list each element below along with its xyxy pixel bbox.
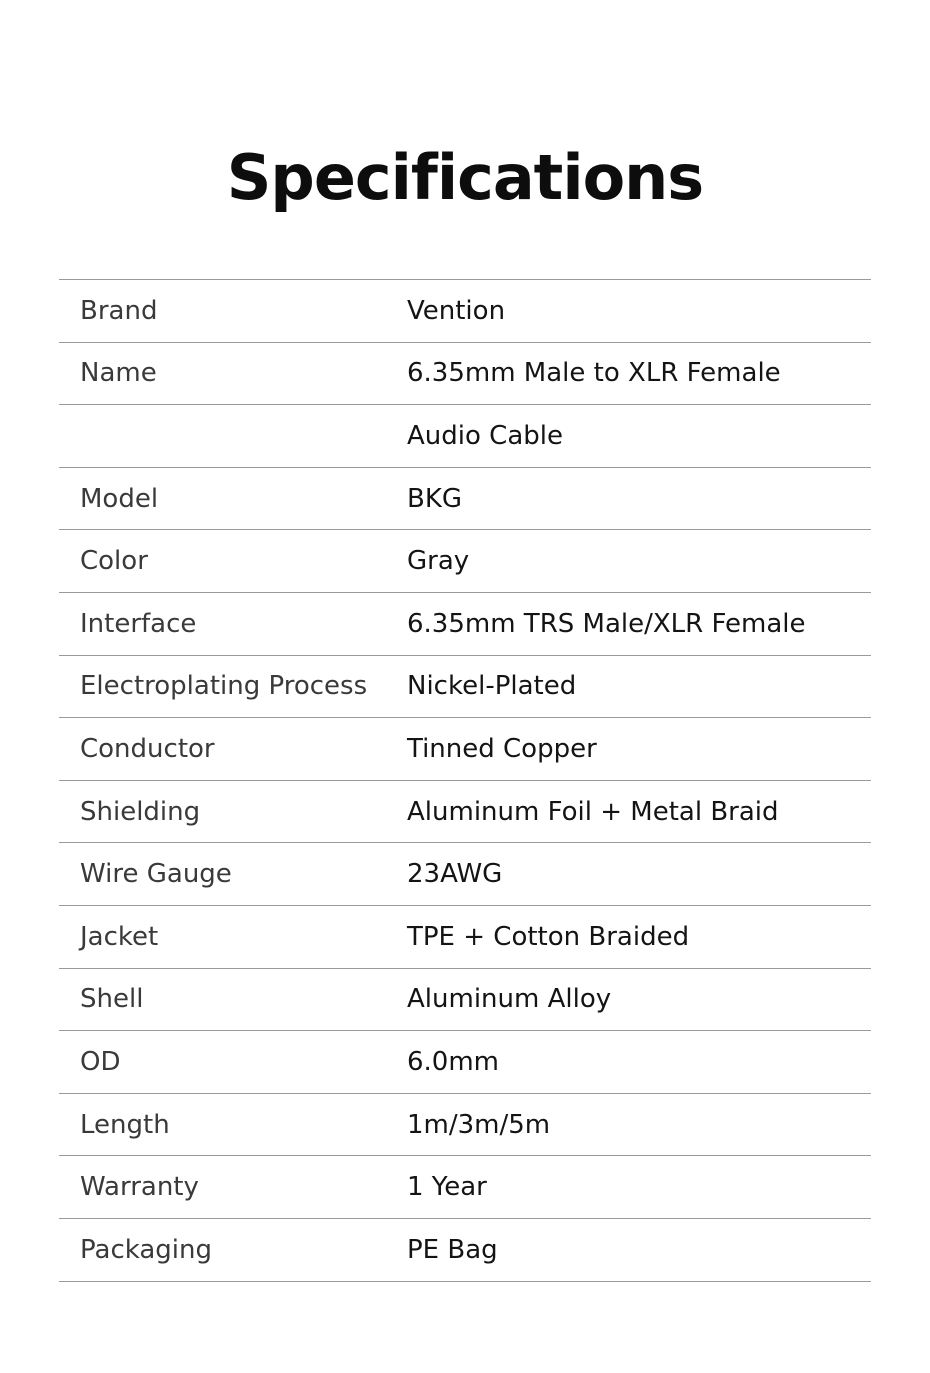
spec-label: Jacket <box>80 921 159 952</box>
spec-value: Nickel-Plated <box>407 671 577 702</box>
spec-value: BKG <box>407 483 463 514</box>
spec-label: Wire Gauge <box>80 859 232 890</box>
page-title: Specifications <box>226 141 704 214</box>
spec-value: 6.35mm Male to XLR Female <box>407 358 781 389</box>
spec-value: Tinned Copper <box>407 733 597 764</box>
spec-row-shell <box>59 969 871 1032</box>
spec-label: Brand <box>80 295 158 326</box>
spec-row-wire-gauge <box>59 843 871 906</box>
spec-row-model <box>59 468 871 531</box>
spec-row-name-continued <box>59 405 871 468</box>
spec-value: 23AWG <box>407 859 503 890</box>
spec-label: Interface <box>80 608 197 639</box>
spec-value: 1 Year <box>407 1172 487 1203</box>
spec-label: Shell <box>80 984 144 1015</box>
spec-label: Model <box>80 483 159 514</box>
spec-value: 6.0mm <box>407 1046 500 1077</box>
spec-row-interface <box>59 593 871 656</box>
spec-value: Vention <box>407 295 506 326</box>
spec-value: Audio Cable <box>407 420 563 451</box>
spec-row-length <box>59 1094 871 1157</box>
spec-row-shielding <box>59 781 871 844</box>
spec-value: Gray <box>407 546 470 577</box>
spec-row-conductor <box>59 718 871 781</box>
spec-label: Conductor <box>80 733 215 764</box>
spec-label: Shielding <box>80 796 201 827</box>
spec-row-electroplating-process <box>59 656 871 719</box>
spec-label: Warranty <box>80 1172 199 1203</box>
spec-row-od <box>59 1031 871 1094</box>
spec-row-warranty <box>59 1156 871 1219</box>
spec-label: Length <box>80 1109 170 1140</box>
spec-table <box>59 279 871 1282</box>
spec-value: TPE + Cotton Braided <box>407 921 690 952</box>
spec-value: PE Bag <box>407 1234 498 1265</box>
spec-row-jacket <box>59 906 871 969</box>
spec-label: Color <box>80 546 148 577</box>
spec-row-packaging <box>59 1219 871 1282</box>
spec-row-brand <box>59 280 871 343</box>
spec-value: Aluminum Foil + Metal Braid <box>407 796 779 827</box>
spec-label: Name <box>80 358 157 389</box>
spec-label: OD <box>80 1046 121 1077</box>
spec-label: Electroplating Process <box>80 671 368 702</box>
spec-label: Packaging <box>80 1234 212 1265</box>
spec-value: Aluminum Alloy <box>407 984 612 1015</box>
spec-value: 1m/3m/5m <box>407 1109 551 1140</box>
spec-row-name <box>59 343 871 406</box>
spec-value: 6.35mm TRS Male/XLR Female <box>407 608 806 639</box>
spec-row-color <box>59 530 871 593</box>
